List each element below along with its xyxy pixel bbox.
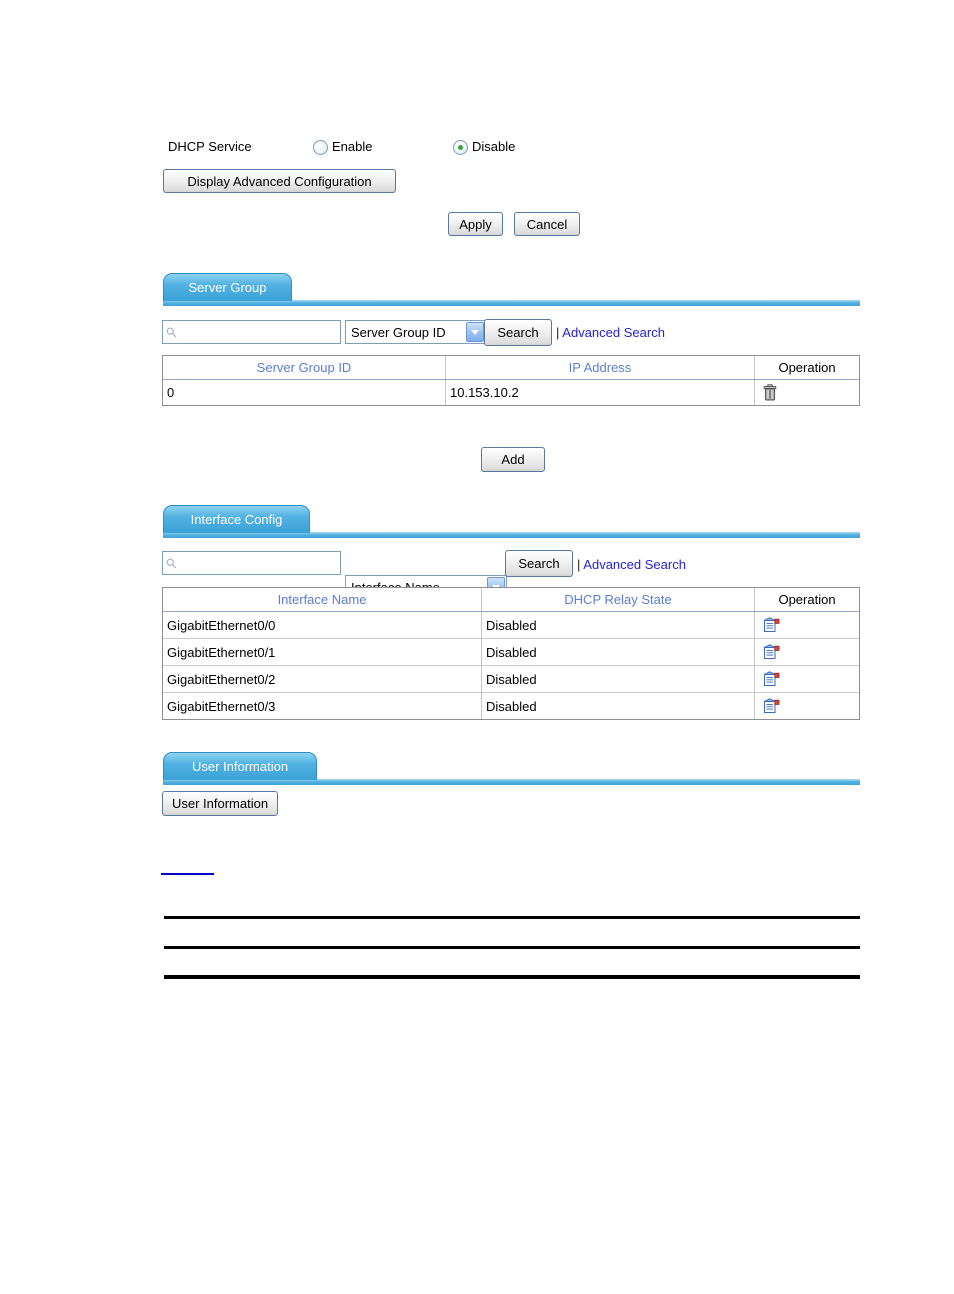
radio-dot — [458, 145, 463, 150]
tab-label: Server Group — [188, 280, 267, 295]
ip-address-cell: 10.153.10.2 — [446, 380, 755, 405]
interface-name-cell: GigabitEthernet0/3 — [163, 693, 482, 719]
configure-icon[interactable] — [763, 617, 780, 633]
horizontal-rule — [164, 946, 860, 949]
header-server-group-id: Server Group ID — [163, 356, 446, 379]
header-operation: Operation — [778, 592, 836, 607]
operation-cell — [755, 612, 859, 638]
server-group-table — [162, 355, 860, 406]
server-group-id-cell: 0 — [163, 380, 446, 405]
configure-icon[interactable] — [763, 671, 780, 687]
header-operation: Operation — [778, 360, 836, 375]
tab-label: Interface Config — [190, 512, 283, 527]
dhcp-enable-radio[interactable] — [313, 140, 328, 155]
relay-state-cell: Disabled — [482, 666, 755, 692]
server-group-filter-select[interactable] — [345, 320, 486, 344]
interface-name-cell: GigabitEthernet0/2 — [163, 666, 482, 692]
delete-trash-icon[interactable] — [763, 384, 777, 401]
interface-search-input[interactable] — [162, 551, 341, 575]
server-group-search-button[interactable]: Search — [484, 319, 552, 346]
table-row — [163, 612, 859, 639]
selected-filter: Server Group ID — [351, 324, 446, 340]
dhcp-enable-label: Enable — [332, 139, 373, 154]
horizontal-rule — [164, 975, 860, 979]
server-group-advanced-search — [556, 325, 665, 340]
relay-state-cell: Disabled — [482, 639, 755, 665]
table-header-row — [163, 356, 859, 380]
underlined-link[interactable] — [161, 873, 214, 875]
separator: | — [577, 557, 581, 572]
dhcp-disable-label: Disable — [472, 139, 516, 154]
cancel-button[interactable]: Cancel — [514, 212, 580, 236]
operation-cell — [755, 693, 859, 719]
apply-button[interactable]: Apply — [448, 212, 503, 236]
operation-cell — [755, 639, 859, 665]
operation-cell — [755, 666, 859, 692]
display-advanced-configuration-button[interactable]: Display Advanced Configuration — [163, 169, 396, 193]
table-row — [163, 380, 859, 405]
tab-interface-config[interactable] — [163, 505, 310, 533]
relay-state-cell: Disabled — [482, 693, 755, 719]
search-icon — [166, 327, 177, 338]
interface-name-cell: GigabitEthernet0/1 — [163, 639, 482, 665]
header-interface-name: Interface Name — [163, 588, 482, 611]
dhcp-service-label: DHCP Service — [168, 139, 252, 154]
add-button[interactable]: Add — [481, 447, 545, 472]
tab-server-group[interactable] — [163, 273, 292, 301]
tab-label: User Information — [191, 759, 289, 774]
interface-config-table — [162, 587, 860, 720]
header-ip-address: IP Address — [446, 356, 755, 379]
table-row — [163, 693, 859, 719]
tab-user-information[interactable] — [163, 752, 317, 780]
configure-icon[interactable] — [763, 644, 780, 660]
horizontal-rule — [164, 916, 860, 919]
table-row — [163, 666, 859, 693]
configure-icon[interactable] — [763, 698, 780, 714]
chevron-down-icon — [466, 322, 484, 342]
interface-search-button[interactable]: Search — [505, 550, 573, 577]
advanced-search-link[interactable]: Advanced Search — [562, 325, 665, 340]
interface-advanced-search — [577, 557, 686, 572]
table-row — [163, 639, 859, 666]
user-information-button[interactable]: User Information — [162, 791, 278, 816]
table-header-row — [163, 588, 859, 612]
interface-name-cell: GigabitEthernet0/0 — [163, 612, 482, 638]
advanced-search-link[interactable]: Advanced Search — [583, 557, 686, 572]
relay-state-cell: Disabled — [482, 612, 755, 638]
dhcp-disable-radio[interactable] — [453, 140, 468, 155]
search-icon — [166, 558, 177, 569]
header-dhcp-relay-state: DHCP Relay State — [482, 588, 755, 611]
operation-cell — [755, 380, 859, 405]
server-group-search-input[interactable] — [162, 320, 341, 344]
separator: | — [556, 325, 560, 340]
